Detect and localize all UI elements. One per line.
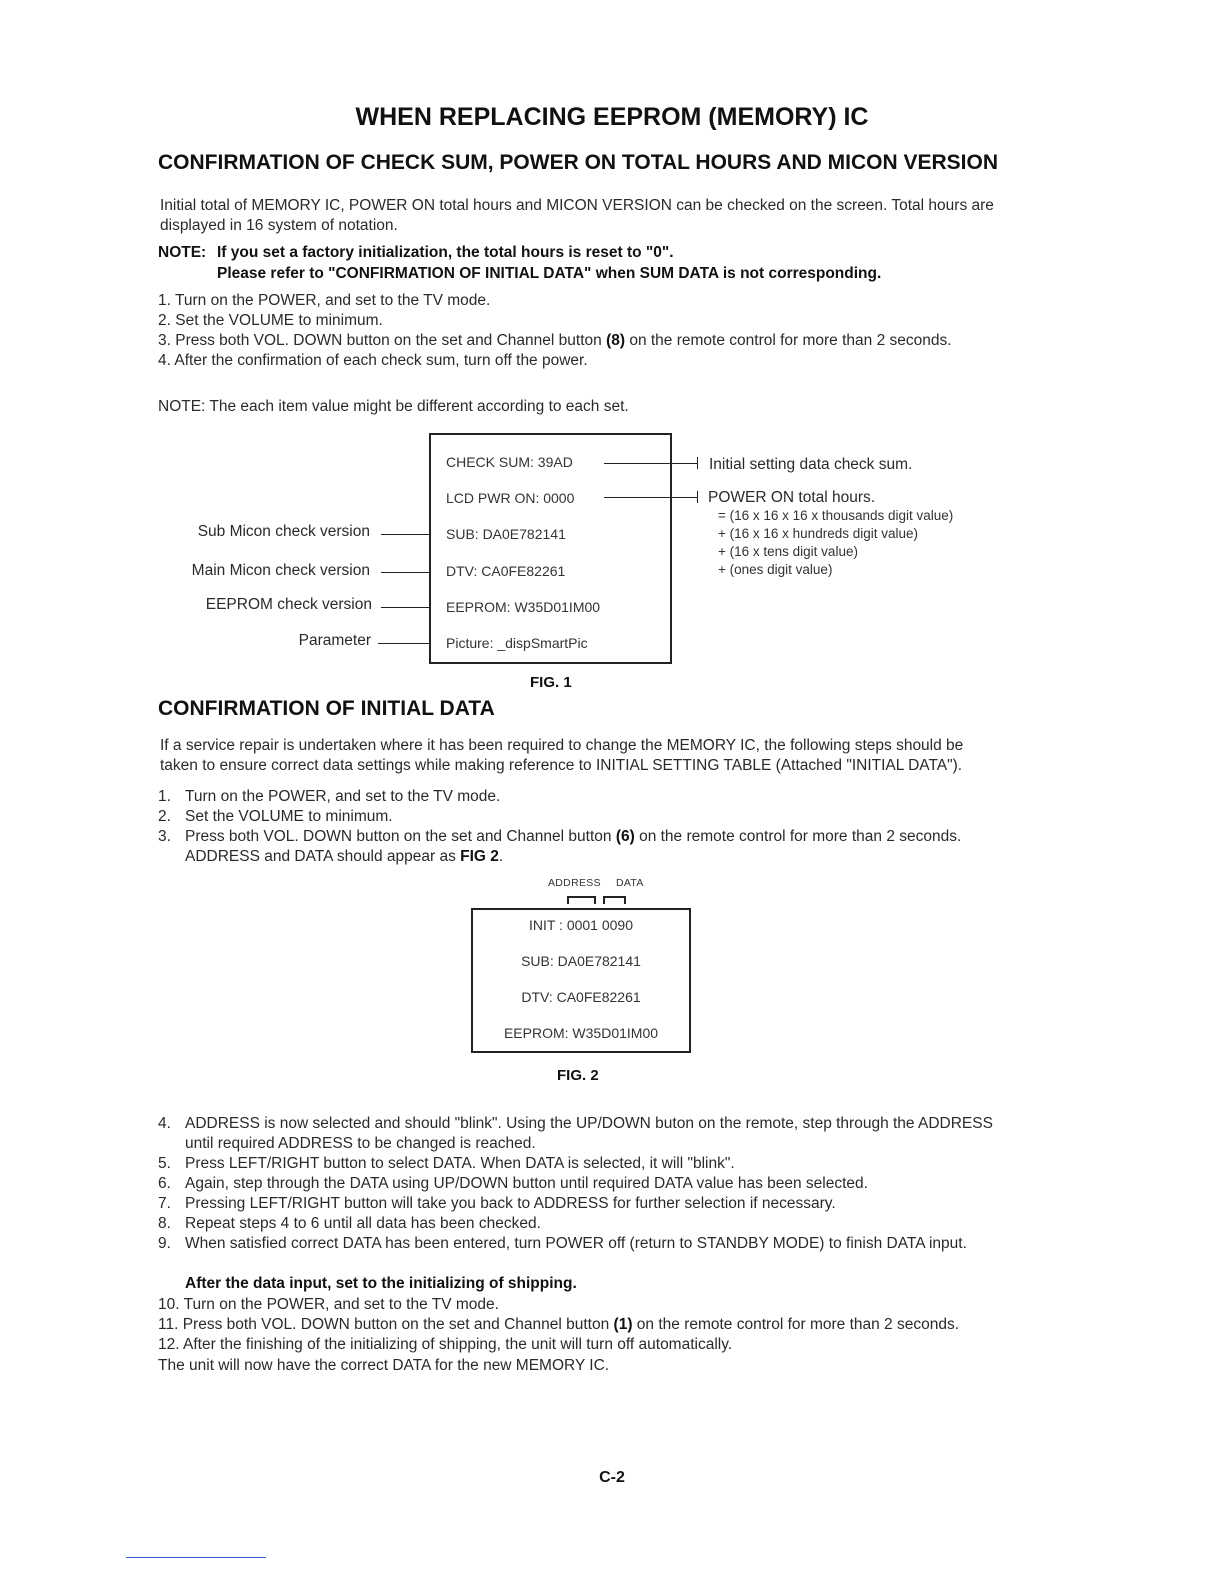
step-number: 5.	[158, 1155, 171, 1172]
list-item-continuation	[185, 847, 503, 867]
after-data-input-heading: After the data input, set to the initializing of shipping.	[185, 1275, 577, 1292]
list-item	[158, 827, 961, 847]
list-item	[158, 331, 952, 351]
list-item	[158, 1214, 541, 1234]
connector-tick	[429, 566, 430, 578]
step-text: Press both VOL. DOWN button on the set and Channel button	[185, 828, 616, 845]
fig2-data-label: DATA	[616, 877, 644, 889]
step-text: Repeat steps 4 to 6 until all data has been checked.	[185, 1215, 541, 1232]
step-text: Set the VOLUME to minimum.	[185, 808, 393, 825]
step-text: on the remote control for more than 2 seconds.	[625, 332, 952, 349]
list-item	[158, 787, 500, 807]
section1-intro-line2: displayed in 16 system of notation.	[160, 217, 398, 234]
fig1-row-eeprom: EEPROM: W35D01IM00	[446, 599, 601, 615]
section1-heading: CONFIRMATION OF CHECK SUM, POWER ON TOTAL HOURS AND MICON VERSION	[158, 151, 998, 174]
step-text: Press both VOL. DOWN button on the set and Channel button	[182, 1316, 614, 1333]
step-number: 9.	[158, 1235, 171, 1252]
step-text: Press LEFT/RIGHT button to select DATA. When DATA is selected, it will "blink".	[185, 1155, 735, 1172]
list-item	[158, 1114, 993, 1134]
fig1-row-dtv: DTV: CA0FE82261	[446, 563, 566, 579]
formula-line: + (16 x tens digit value)	[718, 544, 858, 559]
connector-line	[381, 534, 429, 535]
address-bracket-tick	[567, 896, 569, 904]
fig2-row-eeprom: EEPROM: W35D01IM00	[503, 1025, 659, 1041]
connector-line	[381, 572, 429, 573]
connector-tick	[429, 528, 430, 540]
address-bracket-tick	[594, 896, 596, 904]
label-check-sum: Initial setting data check sum.	[709, 456, 913, 473]
note-line1: If you set a factory initialization, the total hours is reset to "0".	[217, 244, 674, 261]
note2: NOTE: The each item value might be different according to each set.	[158, 398, 629, 415]
step-text: Press both VOL. DOWN button on the set and Channel button	[175, 332, 607, 349]
section2-intro-line2: taken to ensure correct data settings while making reference to INITIAL SETTING TABLE (Attached "INITIAL DATA").	[160, 757, 963, 774]
step-text: After the confirmation of each check sum, turn off the power.	[174, 352, 588, 369]
step-text: on the remote control for more than 2 seconds.	[632, 1316, 960, 1333]
closing-text: The unit will now have the correct DATA for the new MEMORY IC.	[158, 1357, 610, 1374]
fig1-caption: FIG. 1	[530, 674, 572, 691]
list-item	[158, 807, 393, 827]
step-text: ADDRESS is now selected and should "blink". Using the UP/DOWN buton on the remote, step through the ADDRESS	[185, 1115, 993, 1132]
address-bracket	[567, 896, 595, 898]
step-number: 6.	[158, 1175, 171, 1192]
step-text: Turn on the POWER, and set to the TV mode.	[183, 1296, 499, 1313]
step-number: 2.	[158, 312, 171, 329]
list-item	[158, 351, 588, 371]
list-item	[158, 1234, 967, 1254]
fig2-caption: FIG. 2	[557, 1067, 599, 1084]
channel-number: (8)	[606, 332, 626, 349]
note-label: NOTE:	[158, 244, 207, 261]
step-number: 3.	[158, 332, 171, 349]
step-number: 8.	[158, 1215, 171, 1232]
step-text: Again, step through the DATA using UP/DOWN button until required DATA value has been selected.	[185, 1175, 868, 1192]
page-number: C-2	[599, 1469, 625, 1486]
data-bracket-tick	[624, 896, 626, 904]
step-text: on the remote control for more than 2 seconds.	[634, 828, 962, 845]
step-text: until required ADDRESS to be changed is reached.	[185, 1135, 536, 1152]
connector-line	[604, 497, 698, 498]
list-item	[158, 1335, 732, 1355]
data-bracket-tick	[603, 896, 605, 904]
connector-tick	[697, 457, 698, 469]
fig1-row-picture: Picture: _dispSmartPic	[446, 635, 588, 651]
list-item	[158, 1315, 959, 1335]
step-text: Pressing LEFT/RIGHT button will take you back to ADDRESS for further selection if necessary.	[185, 1195, 836, 1212]
step-number: 1.	[158, 788, 171, 805]
connector-line	[378, 643, 429, 644]
formula-line: = (16 x 16 x 16 x thousands digit value)	[718, 508, 954, 523]
step-text: ADDRESS and DATA should appear as	[185, 848, 461, 865]
label-eeprom-version: EEPROM check version	[205, 596, 372, 613]
step-text: When satisfied correct DATA has been entered, turn POWER off (return to STANDBY MODE) to finish DATA input.	[185, 1235, 967, 1252]
connector-line	[381, 607, 429, 608]
fig1-row-check-sum: CHECK SUM: 39AD	[446, 454, 573, 470]
note-line2: Please refer to "CONFIRMATION OF INITIAL DATA" when SUM DATA is not corresponding.	[217, 265, 882, 282]
step-text: After the finishing of the initializing of shipping, the unit will turn off automatically.	[183, 1336, 733, 1353]
list-item	[158, 1295, 499, 1315]
label-power-on: POWER ON total hours.	[708, 489, 876, 506]
fig1-row-sub: SUB: DA0E782141	[446, 526, 566, 542]
fig1-row-lcd-pwr-on: LCD PWR ON: 0000	[446, 490, 575, 506]
step-number: 12.	[158, 1336, 180, 1353]
step-text: Turn on the POWER, and set to the TV mode.	[185, 788, 501, 805]
list-item	[158, 291, 490, 311]
section1-intro-line1: Initial total of MEMORY IC, POWER ON total hours and MICON VERSION can be checked on the screen. Total hours are	[160, 197, 994, 214]
step-number: 4.	[158, 352, 171, 369]
list-item	[158, 1194, 836, 1214]
label-parameter: Parameter	[298, 632, 371, 649]
fig-reference: FIG 2	[460, 848, 499, 865]
fig2-address-label: ADDRESS	[548, 877, 601, 889]
connector-tick	[697, 491, 698, 503]
list-item	[158, 1154, 735, 1174]
step-number: 3.	[158, 828, 171, 845]
list-item	[158, 1174, 868, 1194]
channel-number: (1)	[613, 1316, 633, 1333]
channel-number: (6)	[615, 828, 635, 845]
fig2-row-dtv: DTV: CA0FE82261	[521, 989, 641, 1005]
fig2-row-init: INIT : 0001 0090	[528, 917, 634, 933]
step-number: 4.	[158, 1115, 171, 1132]
step-number: 1.	[158, 292, 171, 309]
step-text: .	[498, 848, 504, 865]
list-item	[158, 1134, 536, 1154]
label-main-micon: Main Micon check version	[191, 562, 370, 579]
formula-line: + (16 x 16 x hundreds digit value)	[718, 526, 918, 541]
step-number: 10.	[158, 1296, 180, 1313]
step-number: 2.	[158, 808, 171, 825]
footer-rule	[126, 1557, 266, 1558]
step-number: 7.	[158, 1195, 171, 1212]
step-text: Set the VOLUME to minimum.	[175, 312, 383, 329]
step-text: Turn on the POWER, and set to the TV mode.	[174, 292, 491, 309]
fig2-row-sub: SUB: DA0E782141	[521, 953, 641, 969]
page-title: WHEN REPLACING EEPROM (MEMORY) IC	[355, 103, 869, 131]
connector-line	[604, 463, 698, 464]
connector-tick	[429, 601, 430, 613]
data-bracket	[603, 896, 625, 898]
step-number: 11.	[158, 1316, 179, 1333]
connector-tick	[429, 637, 430, 649]
formula-line: + (ones digit value)	[718, 562, 833, 577]
section2-intro-line1: If a service repair is undertaken where it has been required to change the MEMORY IC, the following steps should be	[160, 737, 964, 754]
label-sub-micon: Sub Micon check version	[197, 523, 370, 540]
list-item	[158, 311, 383, 331]
section2-heading: CONFIRMATION OF INITIAL DATA	[158, 697, 495, 720]
